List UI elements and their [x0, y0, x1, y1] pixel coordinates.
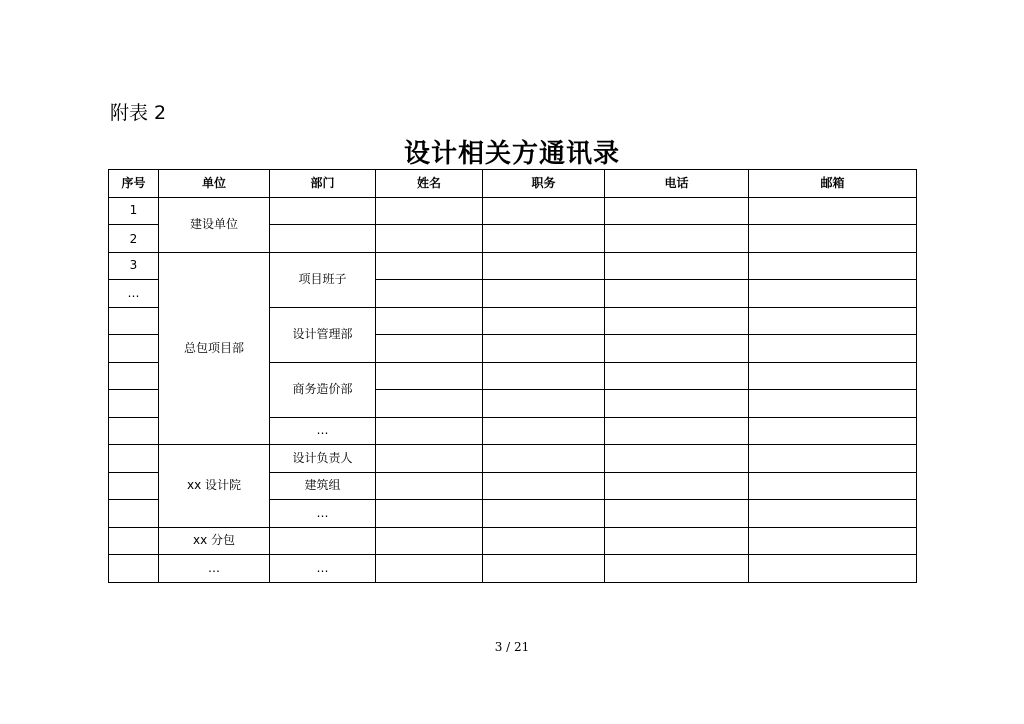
position-cell[interactable]: [483, 280, 605, 308]
seq-cell[interactable]: [109, 335, 159, 363]
contacts-table: [108, 169, 917, 583]
table-header-row: [109, 170, 917, 198]
department-cell: 项目班子: [270, 252, 376, 307]
seq-cell[interactable]: [109, 417, 159, 445]
seq-cell: 1: [109, 197, 159, 225]
seq-cell[interactable]: [109, 390, 159, 418]
header-name: 姓名: [376, 170, 483, 198]
department-cell: 设计负责人: [270, 445, 376, 473]
department-cell[interactable]: [270, 197, 376, 225]
email-cell[interactable]: [749, 225, 917, 253]
phone-cell[interactable]: [605, 225, 749, 253]
department-cell: 建筑组: [270, 472, 376, 500]
header-email: 邮箱: [749, 170, 917, 198]
unit-cell: …: [159, 555, 270, 583]
header-phone: 电话: [605, 170, 749, 198]
email-cell[interactable]: [749, 307, 917, 335]
phone-cell[interactable]: [605, 335, 749, 363]
name-cell[interactable]: [376, 197, 483, 225]
position-cell[interactable]: [483, 197, 605, 225]
position-cell[interactable]: [483, 527, 605, 555]
email-cell[interactable]: [749, 500, 917, 528]
table-row: [109, 197, 917, 225]
email-cell[interactable]: [749, 555, 917, 583]
name-cell[interactable]: [376, 390, 483, 418]
phone-cell[interactable]: [605, 390, 749, 418]
department-cell[interactable]: [270, 225, 376, 253]
phone-cell[interactable]: [605, 417, 749, 445]
seq-cell: 3: [109, 252, 159, 280]
seq-cell[interactable]: [109, 555, 159, 583]
department-cell: 商务造价部: [270, 362, 376, 417]
position-cell[interactable]: [483, 417, 605, 445]
phone-cell[interactable]: [605, 307, 749, 335]
email-cell[interactable]: [749, 280, 917, 308]
position-cell[interactable]: [483, 390, 605, 418]
unit-cell: xx 设计院: [159, 445, 270, 528]
name-cell[interactable]: [376, 500, 483, 528]
department-cell: …: [270, 555, 376, 583]
seq-cell[interactable]: [109, 500, 159, 528]
header-unit: 单位: [159, 170, 270, 198]
name-cell[interactable]: [376, 335, 483, 363]
annex-label: 附表 2: [110, 102, 167, 124]
name-cell[interactable]: [376, 225, 483, 253]
seq-cell[interactable]: [109, 307, 159, 335]
email-cell[interactable]: [749, 417, 917, 445]
name-cell[interactable]: [376, 527, 483, 555]
email-cell[interactable]: [749, 390, 917, 418]
phone-cell[interactable]: [605, 362, 749, 390]
table-row: [109, 555, 917, 583]
position-cell[interactable]: [483, 445, 605, 473]
phone-cell[interactable]: [605, 527, 749, 555]
email-cell[interactable]: [749, 197, 917, 225]
name-cell[interactable]: [376, 472, 483, 500]
position-cell[interactable]: [483, 252, 605, 280]
seq-cell: …: [109, 280, 159, 308]
position-cell[interactable]: [483, 335, 605, 363]
unit-cell: 建设单位: [159, 197, 270, 252]
email-cell[interactable]: [749, 527, 917, 555]
department-cell: …: [270, 500, 376, 528]
table-row: [109, 252, 917, 280]
email-cell[interactable]: [749, 362, 917, 390]
email-cell[interactable]: [749, 252, 917, 280]
name-cell[interactable]: [376, 555, 483, 583]
header-department: 部门: [270, 170, 376, 198]
phone-cell[interactable]: [605, 445, 749, 473]
department-cell[interactable]: [270, 527, 376, 555]
header-position: 职务: [483, 170, 605, 198]
phone-cell[interactable]: [605, 280, 749, 308]
email-cell[interactable]: [749, 335, 917, 363]
name-cell[interactable]: [376, 417, 483, 445]
email-cell[interactable]: [749, 472, 917, 500]
seq-cell: 2: [109, 225, 159, 253]
phone-cell[interactable]: [605, 252, 749, 280]
page-title: 设计相关方通讯录: [403, 139, 620, 169]
name-cell[interactable]: [376, 362, 483, 390]
seq-cell[interactable]: [109, 362, 159, 390]
name-cell[interactable]: [376, 252, 483, 280]
page-number: 3 / 21: [494, 640, 530, 654]
phone-cell[interactable]: [605, 500, 749, 528]
phone-cell[interactable]: [605, 555, 749, 583]
seq-cell[interactable]: [109, 445, 159, 473]
position-cell[interactable]: [483, 472, 605, 500]
phone-cell[interactable]: [605, 197, 749, 225]
phone-cell[interactable]: [605, 472, 749, 500]
name-cell[interactable]: [376, 445, 483, 473]
position-cell[interactable]: [483, 500, 605, 528]
table-row: [109, 445, 917, 473]
email-cell[interactable]: [749, 445, 917, 473]
position-cell[interactable]: [483, 307, 605, 335]
unit-cell: xx 分包: [159, 527, 270, 555]
seq-cell[interactable]: [109, 527, 159, 555]
position-cell[interactable]: [483, 225, 605, 253]
position-cell[interactable]: [483, 555, 605, 583]
header-seq: 序号: [109, 170, 159, 198]
position-cell[interactable]: [483, 362, 605, 390]
table-row: [109, 527, 917, 555]
name-cell[interactable]: [376, 280, 483, 308]
department-cell: 设计管理部: [270, 307, 376, 362]
unit-cell: 总包项目部: [159, 252, 270, 445]
name-cell[interactable]: [376, 307, 483, 335]
seq-cell[interactable]: [109, 472, 159, 500]
department-cell: …: [270, 417, 376, 445]
